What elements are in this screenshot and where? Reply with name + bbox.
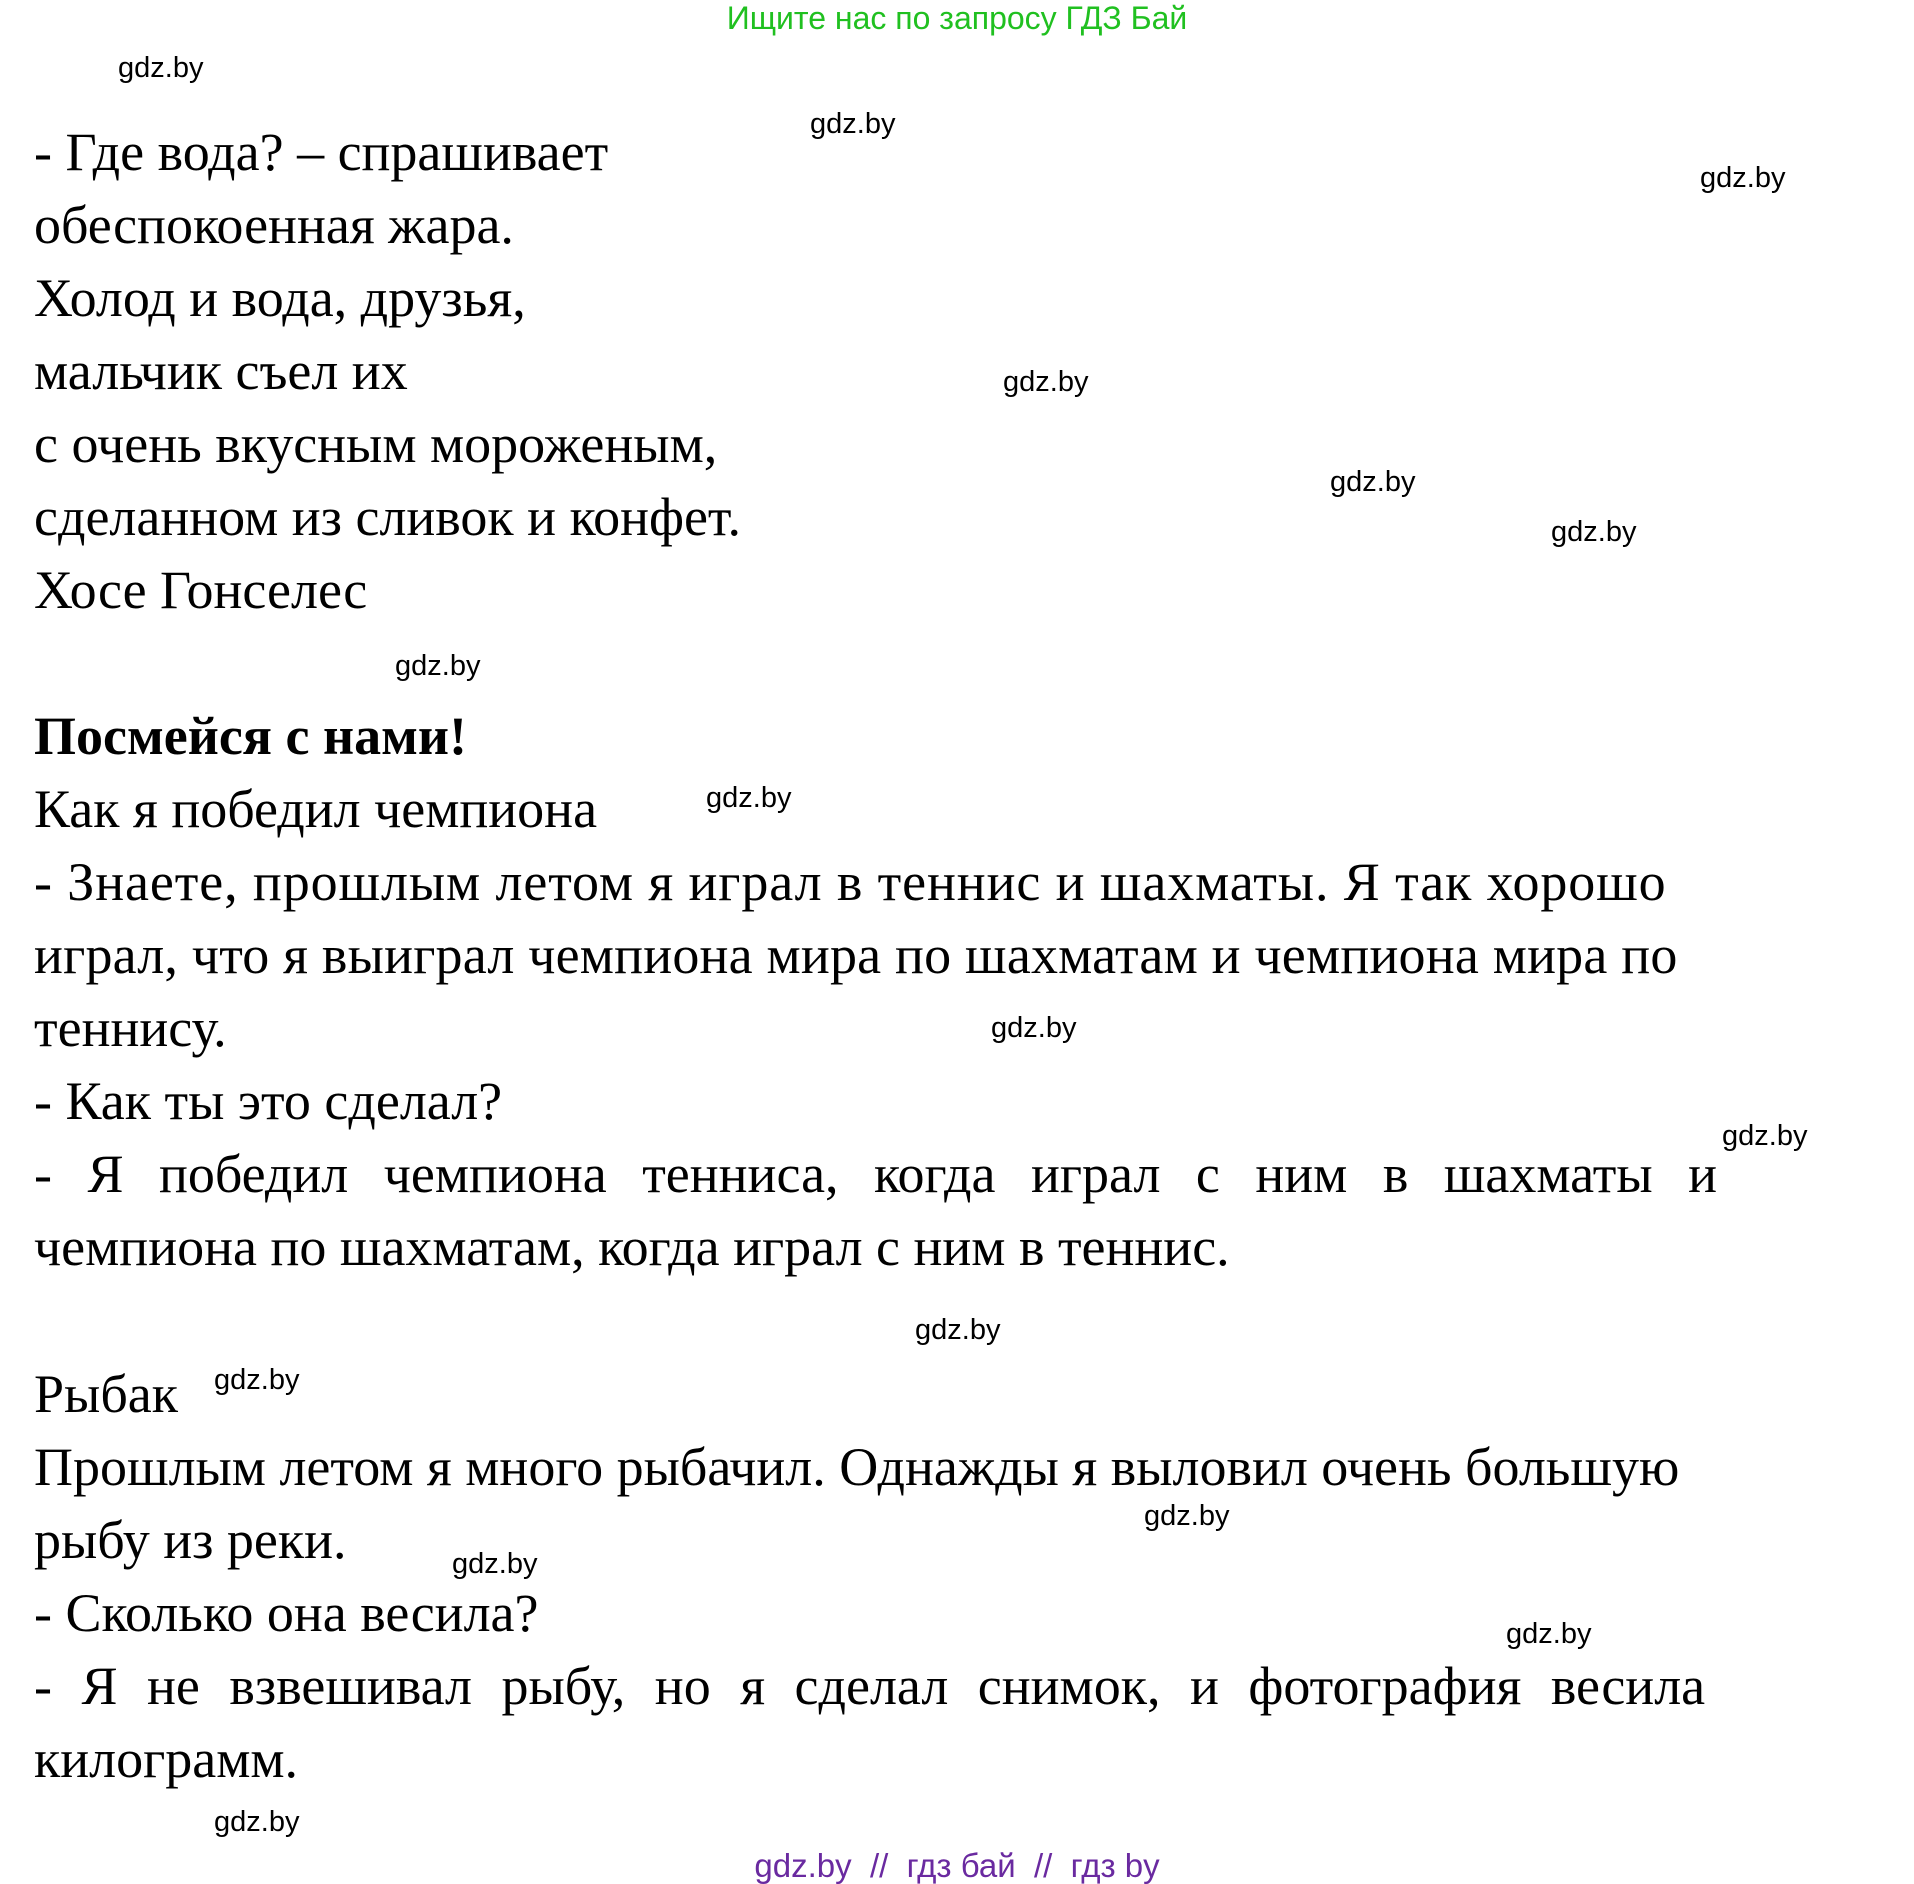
story-line: килограмм.	[34, 1729, 299, 1789]
story-line: играл, что я выиграл чемпиона мира по шахматам и чемпиона мира по	[34, 925, 1678, 985]
story-line: - Я победил чемпиона тенниса, когда играл с ним в шахматы и	[34, 1144, 1718, 1204]
story-line: чемпиона по шахматам, когда играл с ним в теннис.	[34, 1217, 1230, 1277]
watermark: gdz.by	[810, 108, 896, 140]
section-heading: Посмейся с нами!	[34, 706, 467, 766]
story-line: рыбу из реки.	[34, 1510, 347, 1570]
poem-line: мальчик съел их	[34, 341, 408, 401]
watermark: gdz.by	[1700, 162, 1786, 194]
watermark: gdz.by	[1144, 1500, 1230, 1532]
watermark: gdz.by	[452, 1548, 538, 1580]
story-line: - Сколько она весила?	[34, 1583, 539, 1643]
story-line: - Как ты это сделал?	[34, 1071, 503, 1131]
watermark: gdz.by	[118, 52, 204, 84]
poem-author: Хосе Гонселес	[34, 560, 368, 620]
watermark: gdz.by	[1003, 366, 1089, 398]
story-line: - Знаете, прошлым летом я играл в теннис и шахматы. Я так хорошо	[34, 852, 1667, 912]
search-banner: Ищите нас по запросу ГДЗ Бай	[726, 0, 1188, 36]
watermark: gdz.by	[1722, 1120, 1808, 1152]
story-title: Как я победил чемпиона	[34, 779, 598, 839]
watermark: gdz.by	[1551, 516, 1637, 548]
poem-line: обеспокоенная жара.	[34, 195, 514, 255]
watermark: gdz.by	[395, 650, 481, 682]
footer-links: gdz.by // гдз бай // гдз by	[754, 1847, 1160, 1884]
story-title: Рыбак	[34, 1364, 178, 1424]
watermark: gdz.by	[915, 1314, 1001, 1346]
story-line: теннису.	[34, 998, 227, 1058]
watermark: gdz.by	[991, 1012, 1077, 1044]
poem-line: сделанном из сливок и конфет.	[34, 487, 741, 547]
watermark: gdz.by	[1330, 466, 1416, 498]
story-line: - Я не взвешивал рыбу, но я сделал снимок, и фотография весила	[34, 1656, 1706, 1716]
poem-line: с очень вкусным мороженым,	[34, 414, 718, 474]
watermark: gdz.by	[214, 1364, 300, 1396]
watermark: gdz.by	[214, 1806, 300, 1838]
poem-line: - Где вода? – спрашивает	[34, 122, 609, 182]
story-line: Прошлым летом я много рыбачил. Однажды я выловил очень большую	[34, 1437, 1680, 1497]
watermark: gdz.by	[1506, 1618, 1592, 1650]
poem-line: Холод и вода, друзья,	[34, 268, 526, 328]
watermark: gdz.by	[706, 782, 792, 814]
